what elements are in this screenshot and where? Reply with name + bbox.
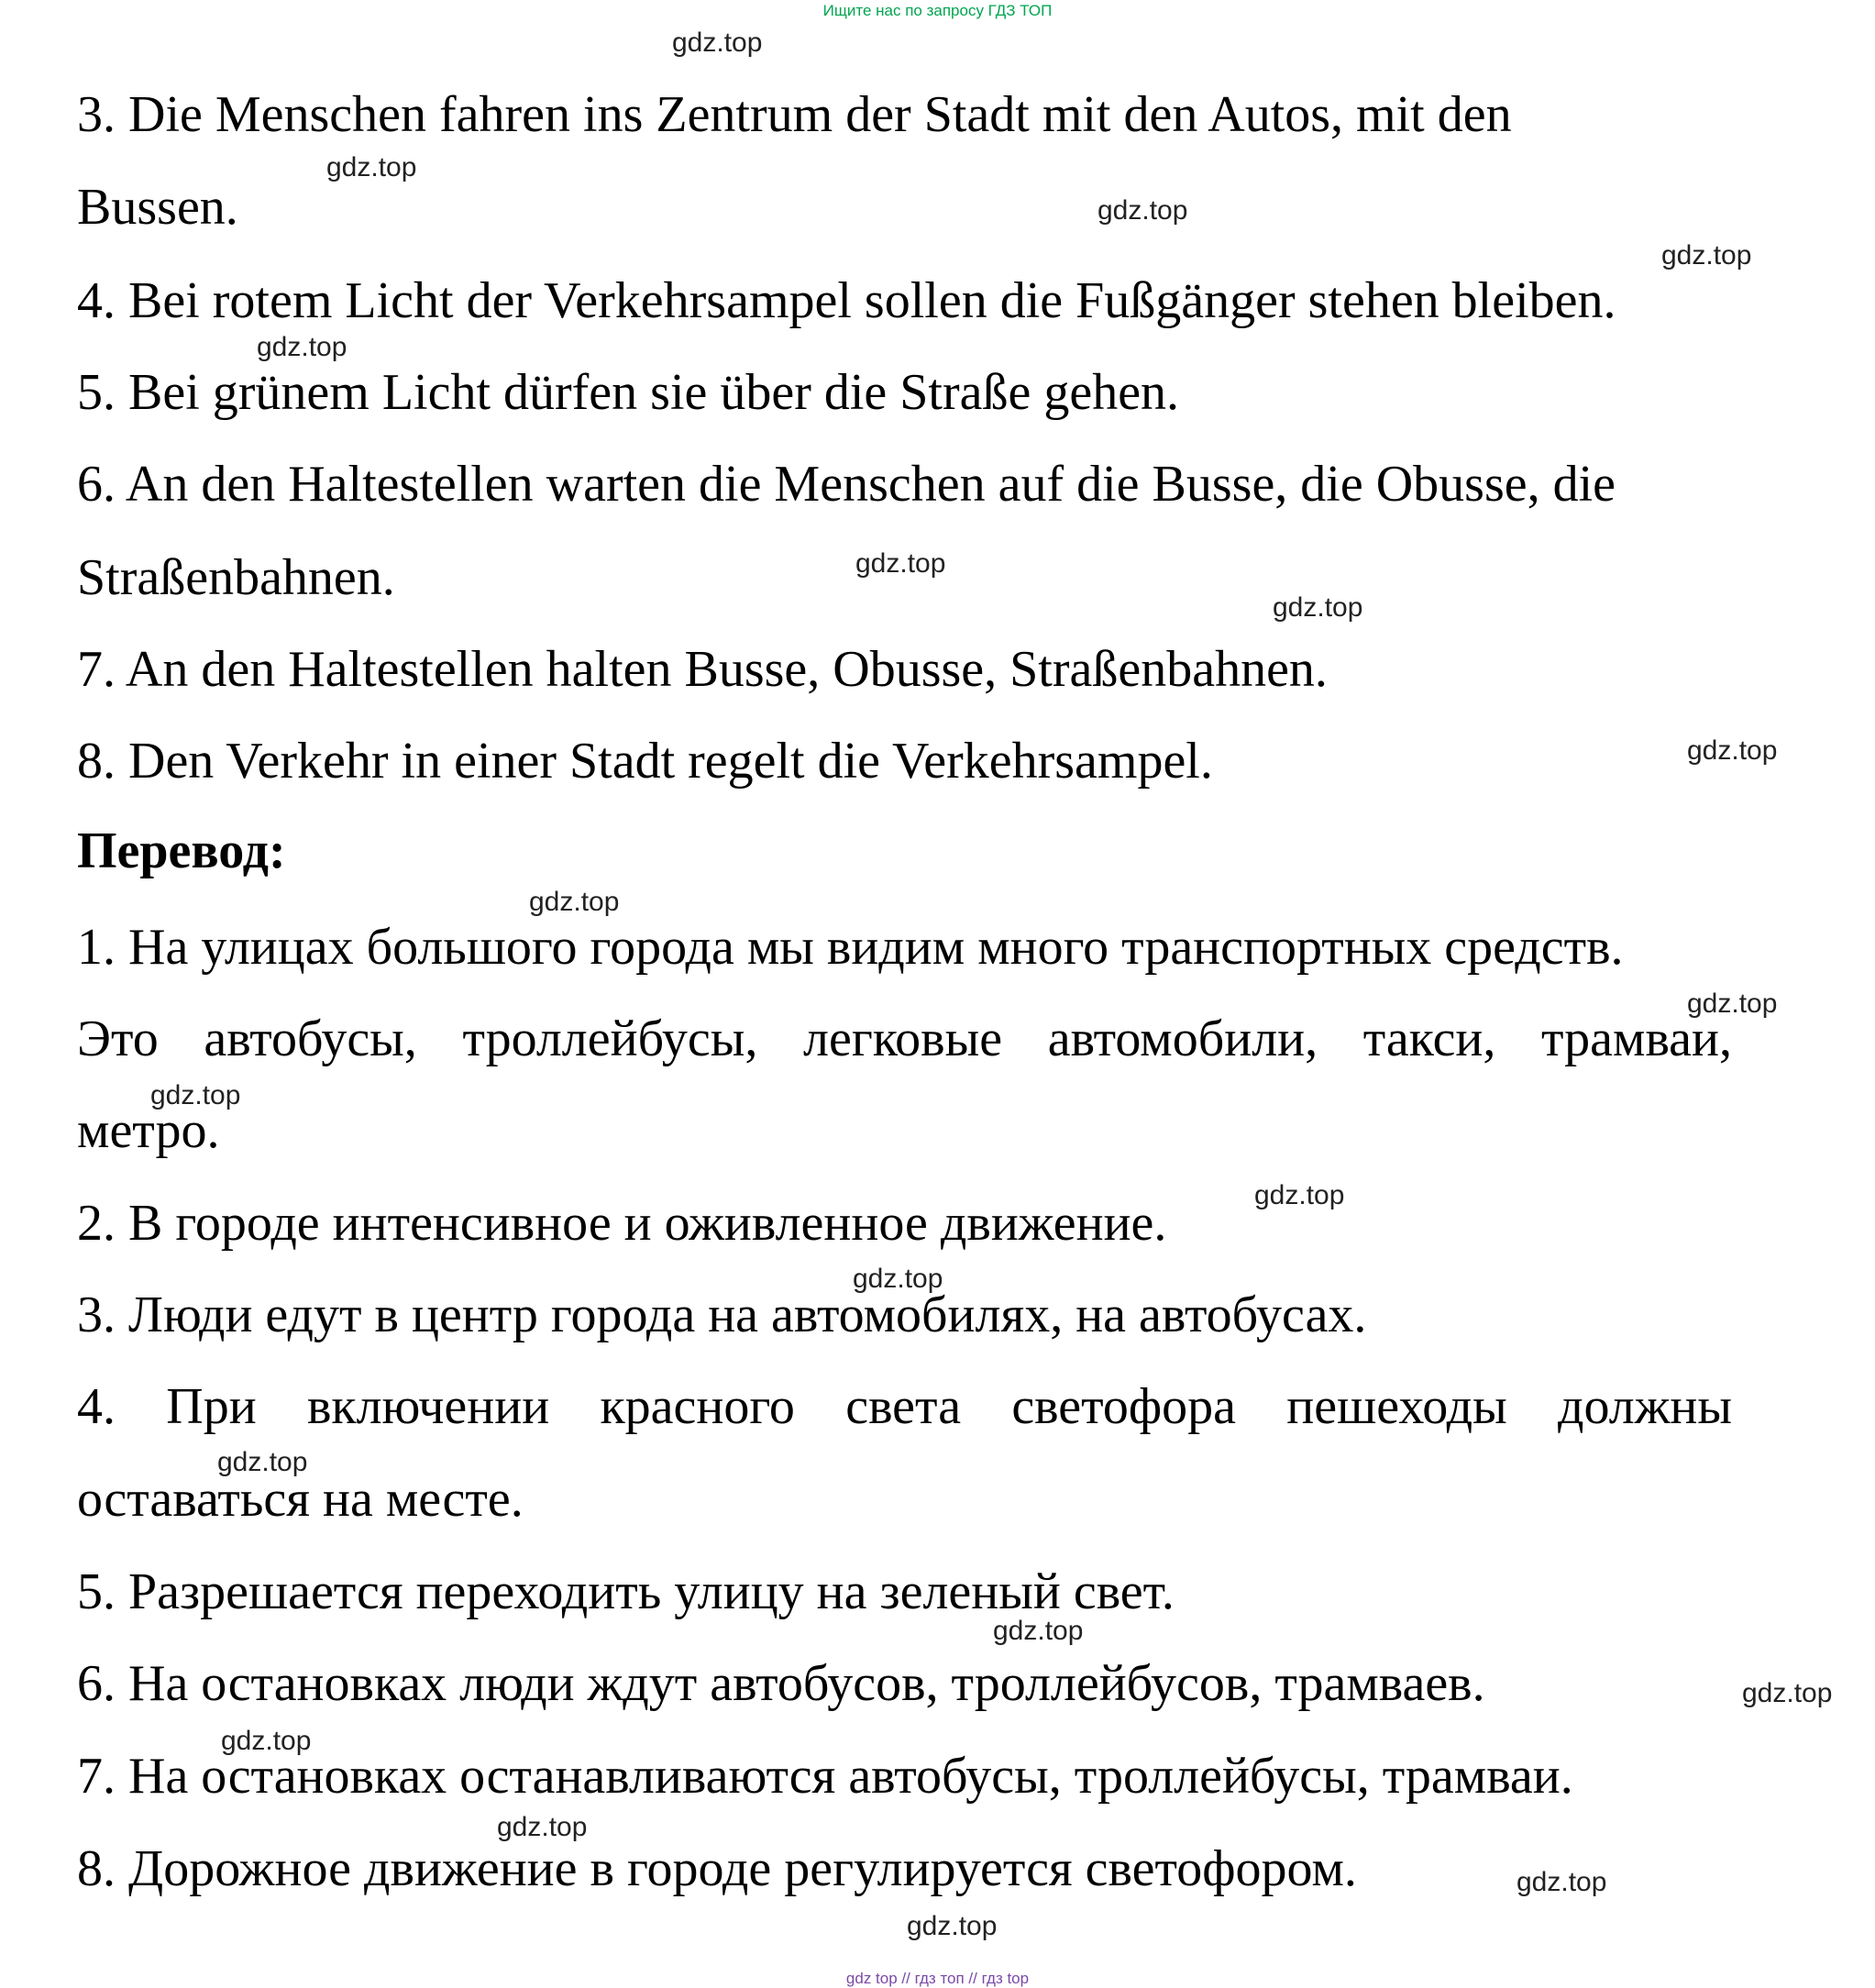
watermark: gdz.top <box>993 1616 1084 1646</box>
watermark: gdz.top <box>853 1264 943 1294</box>
watermark: gdz.top <box>150 1080 241 1110</box>
translation-sentence-1-line-3: метро. <box>77 1102 220 1159</box>
watermark: gdz.top <box>1661 240 1752 271</box>
watermark: gdz.top <box>1687 988 1778 1019</box>
bottom-banner: gdz top // гдз топ // гдз top <box>845 1970 1030 1987</box>
watermark: gdz.top <box>1254 1180 1345 1210</box>
german-sentence-6-line-2: Straßenbahnen. <box>77 549 395 606</box>
watermark: gdz.top <box>1687 735 1778 766</box>
watermark: gdz.top <box>1273 592 1363 623</box>
translation-sentence-2: 2. В городе интенсивное и оживленное движение. <box>77 1195 1167 1252</box>
german-sentence-3-line-1: 3. Die Menschen fahren ins Zentrum der Stadt mit den Autos, mit den <box>77 86 1512 143</box>
translation-sentence-1-line-2: Это автобусы, троллейбусы, легковые автомобили, такси, трамваи, <box>77 1011 1732 1067</box>
german-sentence-4: 4. Bei rotem Licht der Verkehrsampel sollen die Fußgänger stehen bleiben. <box>77 272 1616 329</box>
watermark: gdz.top <box>221 1726 312 1756</box>
watermark: gdz.top <box>529 887 620 917</box>
german-sentence-6-line-1: 6. An den Haltestellen warten die Menschen auf die Busse, die Obusse, die <box>77 456 1616 513</box>
top-banner: Ищите нас по запросу ГДЗ ТОП <box>822 2 1053 19</box>
watermark: gdz.top <box>855 548 946 579</box>
translation-sentence-7: 7. На остановках останавливаются автобусы, троллейбусы, трамваи. <box>77 1748 1573 1805</box>
watermark: gdz.top <box>1097 195 1188 226</box>
watermark: gdz.top <box>497 1812 588 1842</box>
watermark: gdz.top <box>907 1911 998 1941</box>
translation-heading: Перевод: <box>77 823 286 879</box>
german-sentence-7: 7. An den Haltestellen halten Busse, Obusse, Straßenbahnen. <box>77 641 1328 698</box>
translation-sentence-1-line-1: 1. На улицах большого города мы видим много транспортных средств. <box>77 919 1624 976</box>
translation-sentence-5: 5. Разрешается переходить улицу на зеленый свет. <box>77 1563 1175 1620</box>
german-sentence-5: 5. Bei grünem Licht dürfen sie über die Straße gehen. <box>77 364 1180 421</box>
watermark: gdz.top <box>672 28 763 58</box>
translation-sentence-3: 3. Люди едут в центр города на автомобилях, на автобусах. <box>77 1287 1367 1343</box>
watermark: gdz.top <box>1517 1867 1607 1897</box>
german-sentence-3-line-2: Bussen. <box>77 179 238 236</box>
german-sentence-8: 8. Den Verkehr in einer Stadt regelt die Verkehrsampel. <box>77 733 1213 790</box>
watermark: gdz.top <box>257 332 347 362</box>
watermark: gdz.top <box>1742 1678 1833 1708</box>
translation-sentence-4-line-1: 4. При включении красного света светофора пешеходы должны <box>77 1378 1732 1435</box>
translation-sentence-6: 6. На остановках люди ждут автобусов, троллейбусов, трамваев. <box>77 1655 1485 1712</box>
translation-sentence-8: 8. Дорожное движение в городе регулируется светофором. <box>77 1840 1357 1897</box>
translation-sentence-4-line-2: оставаться на месте. <box>77 1471 524 1528</box>
watermark: gdz.top <box>326 152 417 182</box>
watermark: gdz.top <box>217 1447 308 1477</box>
